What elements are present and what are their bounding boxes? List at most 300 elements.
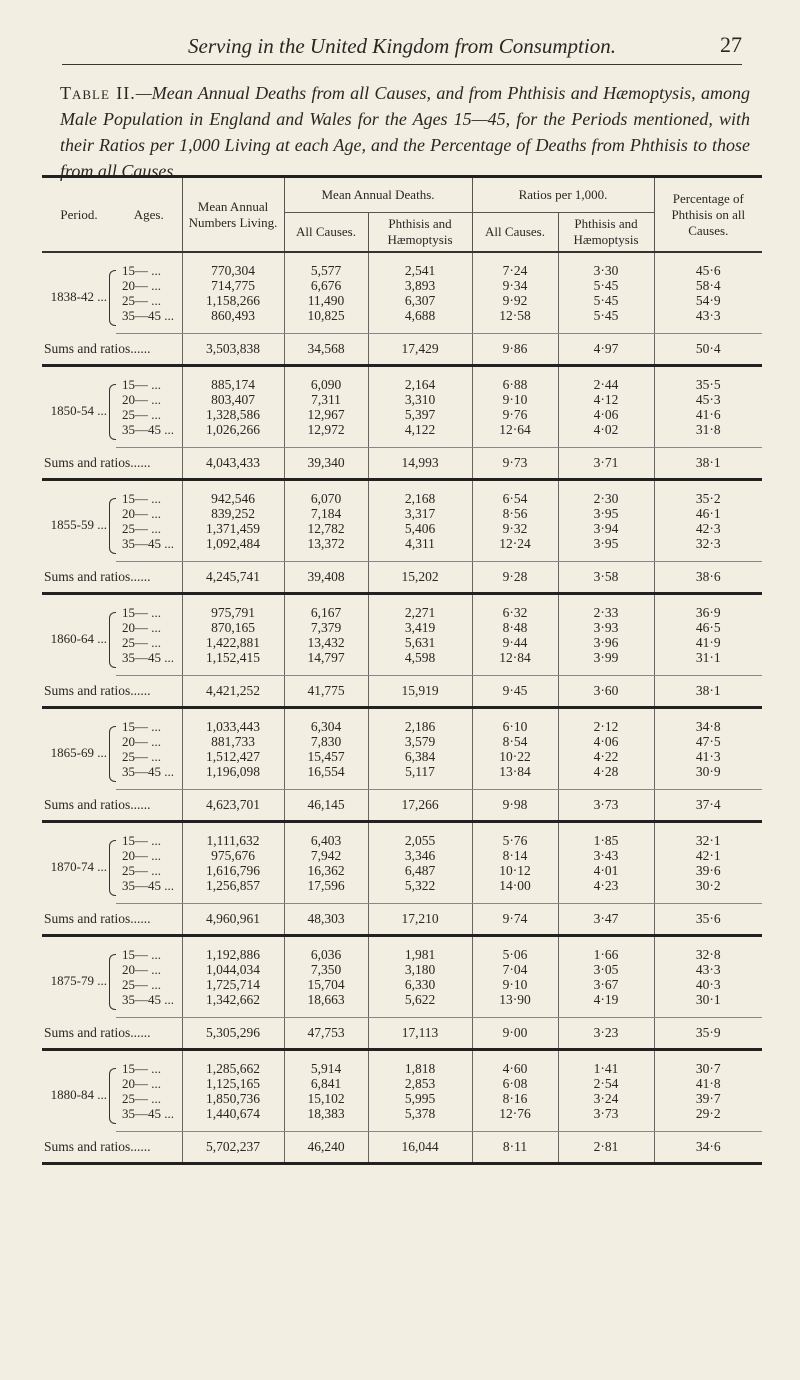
cell-living: 1,285,662 bbox=[182, 1050, 284, 1077]
cell-deaths-phthisis: 3,419 bbox=[368, 620, 472, 635]
table-body bbox=[42, 252, 762, 1164]
table-row bbox=[42, 734, 762, 749]
cell-percentage: 31·1 bbox=[654, 650, 762, 676]
age-label: 20— ... bbox=[122, 392, 161, 407]
age-label: 35—45 ... bbox=[116, 878, 182, 904]
sums-row bbox=[42, 790, 762, 822]
cell-deaths-phthisis: 2,168 bbox=[368, 480, 472, 507]
cell-ratio-all: 8·54 bbox=[472, 734, 558, 749]
cell-ratio-all: 13·90 bbox=[472, 992, 558, 1018]
period-label bbox=[42, 1050, 116, 1132]
sum-cell-living: 4,043,433 bbox=[182, 448, 284, 480]
sum-cell-living: 4,421,252 bbox=[182, 676, 284, 708]
cell-deaths-all: 6,676 bbox=[284, 278, 368, 293]
table-row bbox=[42, 936, 762, 963]
cell-deaths-all: 6,841 bbox=[284, 1076, 368, 1091]
cell-deaths-all: 13,372 bbox=[284, 536, 368, 562]
header-deaths-all-causes: All Causes. bbox=[284, 213, 368, 253]
cell-ratio-all: 7·04 bbox=[472, 962, 558, 977]
cell-living: 803,407 bbox=[182, 392, 284, 407]
cell-percentage: 41·9 bbox=[654, 635, 762, 650]
table-row bbox=[42, 635, 762, 650]
cell-ratio-phthisis: 4·06 bbox=[558, 407, 654, 422]
sum-cell-ratio-phthisis: 3·71 bbox=[558, 448, 654, 480]
sum-cell-ratio-all: 9·28 bbox=[472, 562, 558, 594]
age-label: 35—45 ... bbox=[116, 422, 182, 448]
table-row bbox=[42, 1106, 762, 1132]
caption-text: —Mean Annual Deaths from all Causes, and from Phthisis and Hæmoptysis, among Male Population in England and Wales for the Ages 15—45, for the Periods mentioned, with their Ratios per 1,000 Living at each Age, and the Percentage of Deaths from Phthisis to those from all Causes. bbox=[60, 83, 750, 181]
age-label: 35—45 ... bbox=[116, 650, 182, 676]
table-caption bbox=[60, 80, 750, 184]
sum-cell-deaths-all: 34,568 bbox=[284, 334, 368, 366]
sum-cell-living: 5,702,237 bbox=[182, 1132, 284, 1164]
cell-percentage: 40·3 bbox=[654, 977, 762, 992]
sum-cell-deaths-phthisis: 17,429 bbox=[368, 334, 472, 366]
cell-percentage: 30·9 bbox=[654, 764, 762, 790]
cell-ratio-all: 9·44 bbox=[472, 635, 558, 650]
cell-ratio-all: 9·92 bbox=[472, 293, 558, 308]
cell-ratio-all: 6·10 bbox=[472, 708, 558, 735]
cell-deaths-phthisis: 4,311 bbox=[368, 536, 472, 562]
sums-label: Sums and ratios...... bbox=[42, 1018, 182, 1050]
cell-deaths-phthisis: 5,406 bbox=[368, 521, 472, 536]
cell-deaths-phthisis: 3,346 bbox=[368, 848, 472, 863]
cell-deaths-all: 10,825 bbox=[284, 308, 368, 334]
cell-percentage: 46·5 bbox=[654, 620, 762, 635]
cell-living: 1,616,796 bbox=[182, 863, 284, 878]
sum-cell-deaths-phthisis: 15,202 bbox=[368, 562, 472, 594]
age-label: 20— ... bbox=[122, 962, 161, 977]
table-row bbox=[42, 992, 762, 1018]
age-label: 15— ... bbox=[122, 491, 161, 506]
sum-cell-deaths-all: 46,145 bbox=[284, 790, 368, 822]
cell-living: 1,725,714 bbox=[182, 977, 284, 992]
age-label: 35—45 ... bbox=[116, 764, 182, 790]
header-deaths-phthisis: Phthisis and Hæmoptysis bbox=[368, 213, 472, 253]
age-label: 15— ... bbox=[122, 1061, 161, 1076]
sum-cell-ratio-all: 9·45 bbox=[472, 676, 558, 708]
age-label: 15— ... bbox=[122, 833, 161, 848]
cell-ratio-phthisis: 5·45 bbox=[558, 308, 654, 334]
cell-deaths-phthisis: 4,598 bbox=[368, 650, 472, 676]
sum-cell-deaths-phthisis: 14,993 bbox=[368, 448, 472, 480]
cell-ratio-all: 9·34 bbox=[472, 278, 558, 293]
cell-ratio-phthisis: 3·95 bbox=[558, 506, 654, 521]
cell-ratio-all: 13·84 bbox=[472, 764, 558, 790]
cell-deaths-all: 7,942 bbox=[284, 848, 368, 863]
header-period: Period. bbox=[42, 177, 116, 253]
table-row bbox=[42, 366, 762, 393]
cell-living: 881,733 bbox=[182, 734, 284, 749]
sum-cell-ratio-all: 9·98 bbox=[472, 790, 558, 822]
cell-deaths-all: 16,554 bbox=[284, 764, 368, 790]
age-label: 25— ... bbox=[122, 977, 161, 992]
sum-cell-ratio-phthisis: 3·47 bbox=[558, 904, 654, 936]
header-ratios: Ratios per 1,000. bbox=[472, 177, 654, 213]
cell-deaths-phthisis: 5,397 bbox=[368, 407, 472, 422]
cell-ratio-phthisis: 1·41 bbox=[558, 1050, 654, 1077]
cell-living: 1,111,632 bbox=[182, 822, 284, 849]
sums-row bbox=[42, 334, 762, 366]
cell-percentage: 54·9 bbox=[654, 293, 762, 308]
cell-deaths-phthisis: 6,330 bbox=[368, 977, 472, 992]
cell-deaths-phthisis: 1,981 bbox=[368, 936, 472, 963]
cell-living: 870,165 bbox=[182, 620, 284, 635]
cell-deaths-phthisis: 2,055 bbox=[368, 822, 472, 849]
cell-living: 942,546 bbox=[182, 480, 284, 507]
age-label: 25— ... bbox=[122, 635, 161, 650]
period-text: 1880-84 ... bbox=[50, 1087, 107, 1103]
cell-ratio-all: 12·58 bbox=[472, 308, 558, 334]
cell-deaths-all: 15,102 bbox=[284, 1091, 368, 1106]
sums-row bbox=[42, 1018, 762, 1050]
cell-living: 975,791 bbox=[182, 594, 284, 621]
cell-ratio-phthisis: 3·67 bbox=[558, 977, 654, 992]
cell-deaths-phthisis: 5,322 bbox=[368, 878, 472, 904]
age-label: 20— ... bbox=[122, 620, 161, 635]
sum-cell-deaths-phthisis: 17,210 bbox=[368, 904, 472, 936]
cell-ratio-phthisis: 3·99 bbox=[558, 650, 654, 676]
cell-ratio-all: 6·54 bbox=[472, 480, 558, 507]
cell-living: 1,044,034 bbox=[182, 962, 284, 977]
table-row bbox=[42, 749, 762, 764]
cell-deaths-all: 6,304 bbox=[284, 708, 368, 735]
header-ratio-all-causes: All Causes. bbox=[472, 213, 558, 253]
cell-percentage: 39·7 bbox=[654, 1091, 762, 1106]
cell-ratio-all: 4·60 bbox=[472, 1050, 558, 1077]
period-label bbox=[42, 708, 116, 790]
sums-row bbox=[42, 904, 762, 936]
cell-deaths-phthisis: 5,622 bbox=[368, 992, 472, 1018]
cell-living: 839,252 bbox=[182, 506, 284, 521]
cell-ratio-phthisis: 2·54 bbox=[558, 1076, 654, 1091]
sum-cell-ratio-all: 9·00 bbox=[472, 1018, 558, 1050]
cell-percentage: 31·8 bbox=[654, 422, 762, 448]
table-row bbox=[42, 252, 762, 278]
sum-cell-living: 4,960,961 bbox=[182, 904, 284, 936]
cell-deaths-all: 17,596 bbox=[284, 878, 368, 904]
sums-label: Sums and ratios...... bbox=[42, 562, 182, 594]
cell-ratio-all: 10·22 bbox=[472, 749, 558, 764]
table-row bbox=[42, 863, 762, 878]
cell-ratio-phthisis: 4·01 bbox=[558, 863, 654, 878]
cell-ratio-all: 7·24 bbox=[472, 252, 558, 278]
age-label: 35—45 ... bbox=[116, 992, 182, 1018]
cell-percentage: 30·2 bbox=[654, 878, 762, 904]
cell-living: 1,512,427 bbox=[182, 749, 284, 764]
sum-cell-ratio-all: 9·86 bbox=[472, 334, 558, 366]
age-label: 15— ... bbox=[122, 719, 161, 734]
cell-living: 1,196,098 bbox=[182, 764, 284, 790]
cell-living: 1,422,881 bbox=[182, 635, 284, 650]
table-row bbox=[42, 878, 762, 904]
age-label: 20— ... bbox=[122, 734, 161, 749]
cell-living: 1,192,886 bbox=[182, 936, 284, 963]
age-label: 15— ... bbox=[122, 947, 161, 962]
period-label bbox=[42, 594, 116, 676]
sums-label: Sums and ratios...... bbox=[42, 676, 182, 708]
table-row bbox=[42, 422, 762, 448]
cell-deaths-phthisis: 6,307 bbox=[368, 293, 472, 308]
cell-percentage: 35·2 bbox=[654, 480, 762, 507]
cell-deaths-all: 5,577 bbox=[284, 252, 368, 278]
cell-deaths-all: 6,070 bbox=[284, 480, 368, 507]
cell-deaths-all: 6,090 bbox=[284, 366, 368, 393]
sum-cell-percentage: 37·4 bbox=[654, 790, 762, 822]
brace-icon bbox=[109, 612, 116, 668]
brace-icon bbox=[109, 726, 116, 782]
table-row bbox=[42, 962, 762, 977]
sum-cell-ratio-phthisis: 4·97 bbox=[558, 334, 654, 366]
period-label bbox=[42, 822, 116, 904]
cell-ratio-all: 6·88 bbox=[472, 366, 558, 393]
table-row bbox=[42, 1050, 762, 1077]
sum-cell-ratio-all: 8·11 bbox=[472, 1132, 558, 1164]
sums-row bbox=[42, 1132, 762, 1164]
age-label: 25— ... bbox=[122, 293, 161, 308]
cell-percentage: 35·5 bbox=[654, 366, 762, 393]
sums-label: Sums and ratios...... bbox=[42, 1132, 182, 1164]
cell-deaths-phthisis: 5,117 bbox=[368, 764, 472, 790]
page-number: 27 bbox=[720, 32, 742, 57]
cell-percentage: 45·6 bbox=[654, 252, 762, 278]
table-row bbox=[42, 650, 762, 676]
table-row bbox=[42, 293, 762, 308]
cell-percentage: 46·1 bbox=[654, 506, 762, 521]
age-label: 25— ... bbox=[122, 407, 161, 422]
cell-deaths-all: 12,782 bbox=[284, 521, 368, 536]
cell-living: 1,125,165 bbox=[182, 1076, 284, 1091]
table-row bbox=[42, 521, 762, 536]
cell-ratio-phthisis: 2·30 bbox=[558, 480, 654, 507]
cell-living: 1,440,674 bbox=[182, 1106, 284, 1132]
cell-deaths-phthisis: 3,180 bbox=[368, 962, 472, 977]
cell-living: 1,158,266 bbox=[182, 293, 284, 308]
table-row bbox=[42, 764, 762, 790]
header-mean-numbers: Mean Annual Numbers Living. bbox=[182, 177, 284, 253]
cell-deaths-all: 6,036 bbox=[284, 936, 368, 963]
cell-ratio-all: 9·32 bbox=[472, 521, 558, 536]
cell-ratio-phthisis: 4·28 bbox=[558, 764, 654, 790]
cell-ratio-all: 10·12 bbox=[472, 863, 558, 878]
table-row bbox=[42, 536, 762, 562]
cell-percentage: 47·5 bbox=[654, 734, 762, 749]
cell-percentage: 41·3 bbox=[654, 749, 762, 764]
cell-percentage: 34·8 bbox=[654, 708, 762, 735]
period-label bbox=[42, 366, 116, 448]
cell-ratio-all: 8·14 bbox=[472, 848, 558, 863]
cell-percentage: 30·7 bbox=[654, 1050, 762, 1077]
cell-ratio-phthisis: 5·45 bbox=[558, 278, 654, 293]
cell-deaths-phthisis: 5,378 bbox=[368, 1106, 472, 1132]
cell-deaths-phthisis: 5,995 bbox=[368, 1091, 472, 1106]
sums-label: Sums and ratios...... bbox=[42, 448, 182, 480]
cell-ratio-phthisis: 4·23 bbox=[558, 878, 654, 904]
cell-percentage: 32·1 bbox=[654, 822, 762, 849]
sum-cell-deaths-phthisis: 15,919 bbox=[368, 676, 472, 708]
sums-label: Sums and ratios...... bbox=[42, 334, 182, 366]
sums-label: Sums and ratios...... bbox=[42, 904, 182, 936]
cell-percentage: 43·3 bbox=[654, 308, 762, 334]
table-row bbox=[42, 480, 762, 507]
cell-deaths-phthisis: 4,122 bbox=[368, 422, 472, 448]
table-row bbox=[42, 392, 762, 407]
cell-ratio-phthisis: 4·19 bbox=[558, 992, 654, 1018]
sum-cell-deaths-phthisis: 17,266 bbox=[368, 790, 472, 822]
cell-percentage: 39·6 bbox=[654, 863, 762, 878]
table-row bbox=[42, 308, 762, 334]
sum-cell-deaths-all: 48,303 bbox=[284, 904, 368, 936]
sum-cell-living: 3,503,838 bbox=[182, 334, 284, 366]
header-mean-deaths: Mean Annual Deaths. bbox=[284, 177, 472, 213]
cell-ratio-all: 9·10 bbox=[472, 392, 558, 407]
period-text: 1850-54 ... bbox=[50, 403, 107, 419]
cell-deaths-all: 12,967 bbox=[284, 407, 368, 422]
cell-deaths-phthisis: 2,853 bbox=[368, 1076, 472, 1091]
period-label bbox=[42, 480, 116, 562]
cell-ratio-phthisis: 3·94 bbox=[558, 521, 654, 536]
cell-ratio-phthisis: 3·43 bbox=[558, 848, 654, 863]
sum-cell-percentage: 50·4 bbox=[654, 334, 762, 366]
cell-ratio-all: 14·00 bbox=[472, 878, 558, 904]
age-label: 15— ... bbox=[122, 263, 161, 278]
cell-ratio-all: 8·16 bbox=[472, 1091, 558, 1106]
cell-deaths-all: 6,403 bbox=[284, 822, 368, 849]
cell-ratio-phthisis: 3·95 bbox=[558, 536, 654, 562]
cell-living: 1,328,586 bbox=[182, 407, 284, 422]
sums-row bbox=[42, 676, 762, 708]
table-row bbox=[42, 506, 762, 521]
cell-deaths-phthisis: 5,631 bbox=[368, 635, 472, 650]
table-row bbox=[42, 822, 762, 849]
cell-percentage: 29·2 bbox=[654, 1106, 762, 1132]
cell-deaths-all: 7,379 bbox=[284, 620, 368, 635]
cell-percentage: 36·9 bbox=[654, 594, 762, 621]
header-ages: Ages. bbox=[116, 177, 182, 253]
cell-percentage: 42·3 bbox=[654, 521, 762, 536]
cell-ratio-all: 8·48 bbox=[472, 620, 558, 635]
cell-deaths-all: 7,311 bbox=[284, 392, 368, 407]
cell-deaths-phthisis: 2,271 bbox=[368, 594, 472, 621]
sum-cell-percentage: 38·1 bbox=[654, 448, 762, 480]
cell-ratio-phthisis: 3·05 bbox=[558, 962, 654, 977]
cell-deaths-phthisis: 2,541 bbox=[368, 252, 472, 278]
age-label: 35—45 ... bbox=[116, 1106, 182, 1132]
cell-percentage: 58·4 bbox=[654, 278, 762, 293]
cell-deaths-all: 16,362 bbox=[284, 863, 368, 878]
cell-living: 1,342,662 bbox=[182, 992, 284, 1018]
age-label: 20— ... bbox=[122, 848, 161, 863]
page-header bbox=[62, 30, 742, 65]
sum-cell-living: 5,305,296 bbox=[182, 1018, 284, 1050]
sums-label: Sums and ratios...... bbox=[42, 790, 182, 822]
brace-icon bbox=[109, 954, 116, 1010]
sum-cell-ratio-phthisis: 3·73 bbox=[558, 790, 654, 822]
period-label bbox=[42, 252, 116, 334]
sum-cell-percentage: 38·1 bbox=[654, 676, 762, 708]
cell-ratio-all: 9·10 bbox=[472, 977, 558, 992]
cell-living: 1,256,857 bbox=[182, 878, 284, 904]
cell-ratio-phthisis: 4·22 bbox=[558, 749, 654, 764]
cell-ratio-phthisis: 2·33 bbox=[558, 594, 654, 621]
cell-percentage: 43·3 bbox=[654, 962, 762, 977]
cell-living: 1,371,459 bbox=[182, 521, 284, 536]
sum-cell-ratio-all: 9·73 bbox=[472, 448, 558, 480]
cell-deaths-all: 15,457 bbox=[284, 749, 368, 764]
cell-deaths-all: 18,383 bbox=[284, 1106, 368, 1132]
sum-cell-deaths-phthisis: 16,044 bbox=[368, 1132, 472, 1164]
sums-row bbox=[42, 562, 762, 594]
cell-percentage: 32·3 bbox=[654, 536, 762, 562]
cell-living: 1,152,415 bbox=[182, 650, 284, 676]
cell-ratio-all: 12·84 bbox=[472, 650, 558, 676]
cell-living: 1,092,484 bbox=[182, 536, 284, 562]
sums-row bbox=[42, 448, 762, 480]
table-row bbox=[42, 977, 762, 992]
cell-living: 1,026,266 bbox=[182, 422, 284, 448]
brace-icon bbox=[109, 840, 116, 896]
cell-ratio-phthisis: 1·85 bbox=[558, 822, 654, 849]
sum-cell-ratio-phthisis: 2·81 bbox=[558, 1132, 654, 1164]
cell-ratio-all: 5·06 bbox=[472, 936, 558, 963]
cell-deaths-all: 14,797 bbox=[284, 650, 368, 676]
table-row bbox=[42, 1076, 762, 1091]
age-label: 20— ... bbox=[122, 506, 161, 521]
cell-deaths-all: 18,663 bbox=[284, 992, 368, 1018]
cell-deaths-all: 13,432 bbox=[284, 635, 368, 650]
period-text: 1860-64 ... bbox=[50, 631, 107, 647]
age-label: 25— ... bbox=[122, 1091, 161, 1106]
cell-percentage: 42·1 bbox=[654, 848, 762, 863]
sum-cell-percentage: 34·6 bbox=[654, 1132, 762, 1164]
brace-icon bbox=[109, 384, 116, 440]
cell-ratio-phthisis: 3·24 bbox=[558, 1091, 654, 1106]
cell-ratio-phthisis: 5·45 bbox=[558, 293, 654, 308]
cell-ratio-all: 12·24 bbox=[472, 536, 558, 562]
cell-living: 860,493 bbox=[182, 308, 284, 334]
sum-cell-ratio-all: 9·74 bbox=[472, 904, 558, 936]
cell-percentage: 30·1 bbox=[654, 992, 762, 1018]
table-row bbox=[42, 1091, 762, 1106]
header-ratio-phthisis: Phthisis and Hæmoptysis bbox=[558, 213, 654, 253]
header-percentage: Percentage of Phthisis on all Causes. bbox=[654, 177, 762, 253]
cell-deaths-phthisis: 3,310 bbox=[368, 392, 472, 407]
cell-deaths-phthisis: 6,384 bbox=[368, 749, 472, 764]
age-label: 20— ... bbox=[122, 1076, 161, 1091]
cell-ratio-phthisis: 4·06 bbox=[558, 734, 654, 749]
cell-deaths-phthisis: 2,186 bbox=[368, 708, 472, 735]
cell-ratio-phthisis: 4·02 bbox=[558, 422, 654, 448]
sum-cell-percentage: 35·6 bbox=[654, 904, 762, 936]
cell-deaths-all: 7,830 bbox=[284, 734, 368, 749]
sum-cell-ratio-phthisis: 3·60 bbox=[558, 676, 654, 708]
cell-living: 714,775 bbox=[182, 278, 284, 293]
cell-living: 770,304 bbox=[182, 252, 284, 278]
table-row bbox=[42, 848, 762, 863]
cell-deaths-all: 15,704 bbox=[284, 977, 368, 992]
sum-cell-deaths-all: 46,240 bbox=[284, 1132, 368, 1164]
cell-ratio-phthisis: 4·12 bbox=[558, 392, 654, 407]
cell-ratio-all: 6·32 bbox=[472, 594, 558, 621]
brace-icon bbox=[109, 498, 116, 554]
cell-deaths-all: 6,167 bbox=[284, 594, 368, 621]
table-row bbox=[42, 708, 762, 735]
table-row bbox=[42, 620, 762, 635]
cell-ratio-phthisis: 3·73 bbox=[558, 1106, 654, 1132]
cell-deaths-phthisis: 2,164 bbox=[368, 366, 472, 393]
sum-cell-ratio-phthisis: 3·58 bbox=[558, 562, 654, 594]
table-row bbox=[42, 594, 762, 621]
